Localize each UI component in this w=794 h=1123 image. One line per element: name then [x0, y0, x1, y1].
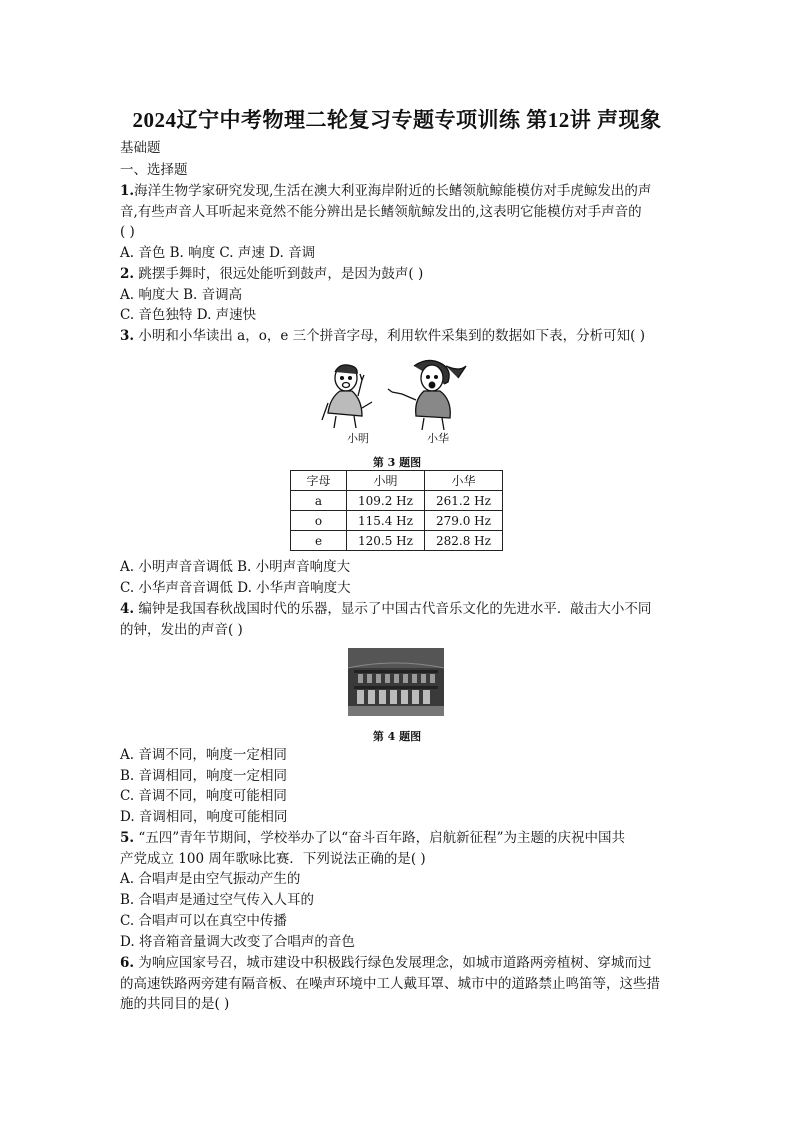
- q3-figure-label-xiaohua: 小华: [427, 432, 449, 445]
- table-cell: 279.0 Hz: [425, 511, 503, 531]
- q1-number: 1.: [120, 183, 135, 199]
- table-row: [291, 511, 503, 531]
- q5-text-1: “五四”青年节期间，学校举办了以“奋斗百年路，启航新征程”为主题的庆祝中国共: [138, 830, 625, 846]
- subsection-heading: 一、选择题: [120, 162, 188, 178]
- table-cell: 282.8 Hz: [425, 531, 503, 551]
- q6-number: 6.: [120, 955, 135, 971]
- q2-stem: [120, 265, 423, 283]
- q5-line-2: 产党成立 100 周年歌咏比赛．下列说法正确的是( ): [120, 851, 426, 867]
- q3-figure-label-xiaoming: 小明: [347, 432, 369, 445]
- q1-line-3: ( ): [120, 224, 135, 240]
- table-cell: o: [291, 511, 347, 531]
- q5-line-1: [120, 829, 625, 847]
- q6-line-1: [120, 954, 651, 972]
- table-cell: a: [291, 491, 347, 511]
- table-header: 小华: [425, 471, 503, 491]
- q3-number: 3.: [120, 328, 135, 344]
- q2-options-1: A. 响度大 B. 音调高: [120, 287, 243, 303]
- q6-text-1: 为响应国家号召，城市建设中积极践行绿色发展理念，如城市道路两旁植树、穿城而过: [138, 955, 652, 971]
- q1-options: A. 音色 B. 响度 C. 声速 D. 音调: [120, 245, 316, 261]
- q5-option-d: D. 将音箱音量调大改变了合唱声的音色: [120, 934, 355, 950]
- section-heading: 基础题: [120, 140, 161, 156]
- q5-option-b: B. 合唱声是通过空气传入人耳的: [120, 892, 315, 908]
- q5-option-c: C. 合唱声可以在真空中传播: [120, 913, 287, 929]
- q4-line-2: 的钟，发出的声音( ): [120, 622, 243, 638]
- table-header: 字母: [291, 471, 347, 491]
- q4-option-c: C. 音调不同，响度可能相同: [120, 788, 287, 804]
- q2-number: 2.: [120, 266, 135, 282]
- q6-line-3: 施的共同目的是( ): [120, 996, 230, 1012]
- q4-option-b: B. 音调相同，响度一定相同: [120, 768, 288, 784]
- q4-text-1: 编钟是我国春秋战国时代的乐器，显示了中国古代音乐文化的先进水平．敲击大小不同: [138, 601, 652, 617]
- q6-line-2: 的高速铁路两旁建有隔音板、在噪声环境中工人戴耳罩、城市中的道路禁止鸣笛等，这些措: [120, 976, 660, 992]
- q3-caption: 第 3 题图: [372, 456, 422, 469]
- q3-text: 小明和小华读出 a，o，e 三个拼音字母，利用软件采集到的数据如下表，分析可知( ): [138, 328, 645, 344]
- q4-option-a: A. 音调不同，响度一定相同: [120, 747, 287, 763]
- q4-number: 4.: [120, 601, 135, 617]
- q1-text-1: 海洋生物学家研究发现,生活在澳大利亚海岸附近的长鳍领航鲸能模仿对手虎鲸发出的声: [134, 183, 652, 199]
- q1-line-2: 音,有些声音人耳听起来竟然不能分辨出是长鳍领航鲸发出的,这表明它能模仿对手声音的: [120, 204, 642, 220]
- table-row: [291, 491, 503, 511]
- q4-caption: 第 4 题图: [372, 730, 422, 743]
- page-title: 2024辽宁中考物理二轮复习专题专项训练 第12讲 声现象: [132, 108, 662, 132]
- q1-line-1: [120, 182, 651, 200]
- q2-options-2: C. 音色独特 D. 声速快: [120, 307, 257, 323]
- q5-option-a: A. 合唱声是由空气振动产生的: [120, 871, 301, 887]
- q4-option-d: D. 音调相同，响度可能相同: [120, 809, 288, 825]
- table-row: [291, 531, 503, 551]
- table-cell: e: [291, 531, 347, 551]
- q3-options-2: C. 小华声音音调低 D. 小华声音响度大: [120, 580, 351, 596]
- table-header-row: [291, 471, 503, 491]
- table-header: 小明: [347, 471, 425, 491]
- q3-figure-two-people: [318, 358, 474, 430]
- table-cell: 120.5 Hz: [347, 531, 425, 551]
- table-cell: 109.2 Hz: [347, 491, 425, 511]
- table-cell: 115.4 Hz: [347, 511, 425, 531]
- q2-text: 跳摆手舞时，很远处能听到鼓声，是因为鼓声( ): [138, 266, 424, 282]
- q4-bianzhong-photo: [348, 648, 444, 716]
- q3-stem: [120, 327, 645, 345]
- table-cell: 261.2 Hz: [425, 491, 503, 511]
- q4-line-1: [120, 600, 651, 618]
- q3-options-1: A. 小明声音音调低 B. 小明声音响度大: [120, 559, 351, 575]
- q5-number: 5.: [120, 830, 135, 846]
- q3-data-table: [290, 470, 503, 551]
